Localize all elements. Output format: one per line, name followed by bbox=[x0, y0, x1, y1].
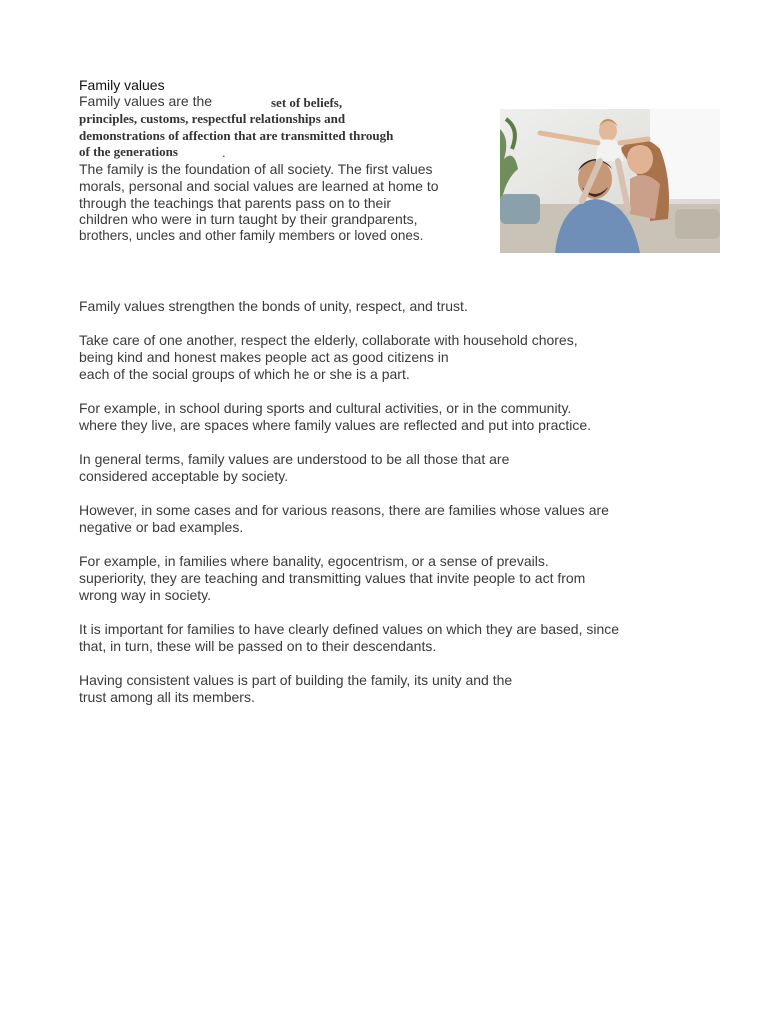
paragraph bbox=[79, 451, 679, 485]
text-line: considered acceptable by society. bbox=[79, 468, 289, 484]
text-line: For example, in families where banality, egocentrism, or a sense of prevails. bbox=[79, 553, 549, 569]
paragraph bbox=[79, 298, 679, 315]
text-line: that, in turn, these will be passed on to their descendants. bbox=[79, 638, 437, 654]
intro-bold-line: demonstrations of affection that are transmitted through bbox=[79, 127, 394, 143]
text-line: trust among all its members. bbox=[79, 689, 255, 705]
text-line: each of the social groups of which he or she is a part. bbox=[79, 366, 410, 382]
paragraph bbox=[79, 553, 679, 604]
intro-lead: Family values are the bbox=[79, 93, 213, 109]
text-line: However, in some cases and for various reasons, there are families whose values are bbox=[79, 502, 609, 518]
body-text bbox=[79, 298, 679, 723]
paragraph bbox=[79, 400, 679, 434]
intro-paragraph bbox=[79, 161, 479, 245]
intro-line: children who were in turn taught by their grandparents, bbox=[79, 211, 418, 228]
intro-line: brothers, uncles and other family members or loved ones. bbox=[79, 228, 424, 244]
intro-bold-first: set of beliefs, bbox=[271, 95, 343, 110]
text-line: being kind and honest makes people act as good citizens in bbox=[79, 349, 449, 365]
intro-line: The family is the foundation of all society. The first values bbox=[79, 161, 433, 177]
text-line: wrong way in society. bbox=[79, 587, 212, 603]
text-line: Family values strengthen the bonds of unity, respect, and trust. bbox=[79, 298, 468, 314]
paragraph bbox=[79, 502, 679, 536]
intro-period: . bbox=[222, 145, 226, 160]
text-line: superiority, they are teaching and transmitting values that invite people to act from bbox=[79, 570, 586, 586]
text-line: Take care of one another, respect the elderly, collaborate with household chores, bbox=[79, 332, 578, 348]
paragraph bbox=[79, 621, 679, 655]
family-photo bbox=[500, 109, 720, 253]
document-title: Family values bbox=[79, 77, 165, 93]
paragraph bbox=[79, 672, 679, 706]
text-line: For example, in school during sports and cultural activities, or in the community. bbox=[79, 400, 572, 416]
paragraph bbox=[79, 332, 679, 383]
intro-line: morals, personal and social values are learned at home to bbox=[79, 177, 439, 194]
text-line: In general terms, family values are understood to be all those that are bbox=[79, 451, 510, 467]
intro-line: through the teachings that parents pass on to their bbox=[79, 194, 392, 211]
text-line: Having consistent values is part of building the family, its unity and the bbox=[79, 672, 513, 688]
intro-bold-line: principles, customs, respectful relationships and bbox=[79, 111, 346, 126]
intro-bold-line: of the generations bbox=[79, 144, 178, 159]
text-line: where they live, are spaces where family values are reflected and put into practice. bbox=[79, 417, 592, 433]
text-line: negative or bad examples. bbox=[79, 519, 244, 535]
intro-bold-lines bbox=[79, 111, 459, 161]
text-line: It is important for families to have clearly defined values on which they are based, since bbox=[79, 621, 620, 637]
